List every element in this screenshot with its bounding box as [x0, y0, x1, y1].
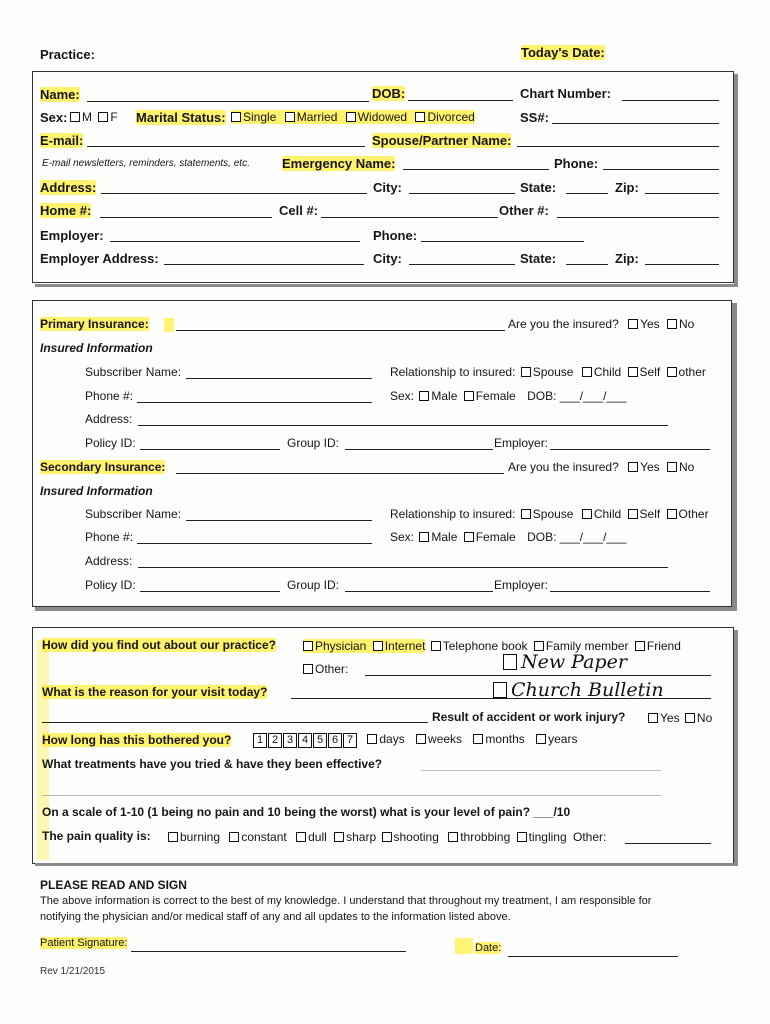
duration-months-checkbox[interactable] [473, 734, 483, 744]
other-phone-label: Other #: [499, 203, 549, 218]
secondary-group-field[interactable] [345, 591, 493, 592]
revision-label: Rev 1/21/2015 [40, 966, 106, 977]
reason-field-2[interactable] [42, 722, 428, 723]
marital-divorced-checkbox[interactable] [415, 112, 425, 122]
sex-m-checkbox[interactable] [70, 112, 80, 122]
dob-field[interactable] [408, 100, 513, 101]
employer-phone-field[interactable] [421, 241, 584, 242]
zip-label: Zip: [615, 180, 639, 195]
primary-group-field[interactable] [345, 449, 493, 450]
employer-field[interactable] [110, 241, 360, 242]
primary-are-you-insured: Are you the insured? [508, 317, 619, 331]
employer-state-label: State: [520, 251, 557, 266]
spouse-label: Spouse/Partner Name: [372, 133, 512, 148]
address-label: Address: [40, 180, 97, 195]
accident-no-label: No [696, 711, 713, 725]
marital-status-label: Marital Status: [136, 110, 226, 125]
find-internet-checkbox[interactable] [373, 641, 383, 651]
secondary-employer-label: Employer: [494, 578, 549, 592]
secondary-policy-field[interactable] [140, 591, 280, 592]
find-other-label: Other: [315, 662, 349, 676]
primary-subscriber-label: Subscriber Name: [85, 365, 182, 379]
secondary-rel-spouse-checkbox[interactable] [521, 509, 531, 519]
duration-months-label: months [485, 732, 525, 746]
home-phone-label: Home #: [40, 203, 92, 218]
pain-quality-label: The pain quality is: [42, 829, 151, 843]
chart-number-label: Chart Number: [520, 86, 612, 101]
quality-constant-checkbox[interactable] [229, 832, 239, 842]
duration-weeks-checkbox[interactable] [416, 734, 426, 744]
signature-date-field[interactable] [508, 956, 678, 957]
primary-address-label: Address: [85, 412, 133, 426]
duration-1[interactable]: 1 [253, 733, 267, 748]
primary-insured-info-heading: Insured Information [40, 341, 153, 355]
name-field[interactable] [87, 101, 369, 102]
address-field[interactable] [101, 193, 367, 194]
primary-sex-female-label: Female [475, 389, 516, 403]
quality-sharp-checkbox[interactable] [334, 832, 344, 842]
marital-single-checkbox[interactable] [231, 112, 241, 122]
find-friend-label: Friend [646, 639, 681, 653]
primary-insurance-label: Primary Insurance: [40, 317, 149, 331]
practice-label: Practice: [40, 47, 95, 62]
find-out-label: How did you find out about our practice? [42, 638, 276, 652]
find-family-member-label: Family member [545, 639, 629, 653]
secondary-subscriber-label: Subscriber Name: [85, 507, 182, 521]
sex-m-label: M [82, 110, 92, 124]
city-field[interactable] [409, 193, 515, 194]
secondary-rel-spouse-label: Spouse [532, 507, 574, 521]
primary-employer-field[interactable] [550, 449, 710, 450]
secondary-are-you-insured: Are you the insured? [508, 460, 619, 474]
primary-rel-spouse-label: Spouse [532, 365, 574, 379]
handwritten-checkbox-2 [493, 682, 507, 698]
email-note: E-mail newsletters, reminders, statements, etc. [42, 158, 250, 169]
find-telephone-book-checkbox[interactable] [431, 641, 441, 651]
duration-2[interactable]: 2 [268, 733, 282, 748]
employer-zip-field[interactable] [645, 264, 719, 265]
ss-field[interactable] [552, 123, 719, 124]
secondary-phone-field[interactable] [137, 543, 372, 544]
primary-rel-child-label: Child [593, 365, 622, 379]
chart-number-field[interactable] [622, 100, 719, 101]
marital-married-label: Married [296, 110, 338, 124]
emergency-name-field[interactable] [403, 169, 549, 170]
primary-insurance-field[interactable] [176, 330, 505, 331]
primary-dob-field[interactable]: ___/___/___ [559, 389, 627, 403]
secondary-rel-child-checkbox[interactable] [582, 509, 592, 519]
secondary-insured-info-heading: Insured Information [40, 484, 153, 498]
secondary-insured-yes-label: Yes [640, 460, 660, 474]
secondary-sex-female-checkbox[interactable] [464, 532, 474, 542]
primary-rel-self-label: Self [639, 365, 661, 379]
employer-state-field[interactable] [566, 264, 608, 265]
quality-tingling-checkbox[interactable] [517, 832, 527, 842]
primary-subscriber-field[interactable] [186, 378, 372, 379]
state-field[interactable] [566, 193, 608, 194]
marital-divorced-label: Divorced [427, 110, 475, 124]
quality-burning-label: burning [180, 830, 221, 844]
secondary-dob-label: DOB: [527, 530, 557, 544]
treatments-field-2[interactable] [42, 795, 661, 796]
secondary-address-label: Address: [85, 554, 133, 568]
email-label: E-mail: [40, 133, 84, 148]
primary-rel-other-checkbox[interactable] [667, 367, 677, 377]
find-friend-checkbox[interactable] [635, 641, 645, 651]
secondary-insured-yes-checkbox[interactable] [628, 462, 638, 472]
primary-rel-other-label: other [678, 365, 706, 379]
secondary-sex-female-label: Female [475, 530, 516, 544]
secondary-rel-other-label: Other [678, 507, 709, 521]
marital-widowed-checkbox[interactable] [346, 112, 356, 122]
primary-insured-yes-checkbox[interactable] [628, 319, 638, 329]
marital-single-label: Single [243, 110, 277, 124]
city-label: City: [373, 180, 402, 195]
primary-insured-yes-label: Yes [640, 317, 660, 331]
secondary-dob-field[interactable]: ___/___/___ [559, 530, 627, 544]
treatments-label: What treatments have you tried & have they been effective? [42, 757, 383, 771]
pain-scale-label: On a scale of 1-10 (1 being no pain and 10 being the worst) what is your level of pain? [42, 805, 531, 819]
find-other-field[interactable] [365, 675, 711, 676]
employer-address-field[interactable] [164, 264, 364, 265]
duration-7[interactable]: 7 [343, 733, 357, 748]
sign-text-2: notifying the physician and/or medical staff of any and all updates to the information listed above. [40, 911, 511, 923]
primary-address-field[interactable] [138, 425, 668, 426]
quality-throbbing-checkbox[interactable] [448, 832, 458, 842]
employer-phone-label: Phone: [373, 228, 418, 243]
handwritten-checkbox-1 [503, 654, 517, 670]
treatments-field[interactable] [421, 770, 661, 771]
find-physician-checkbox[interactable] [303, 641, 313, 651]
primary-rel-self-checkbox[interactable] [628, 367, 638, 377]
emergency-phone-field[interactable] [603, 169, 719, 170]
accident-yes-label: Yes [660, 711, 680, 725]
accident-label: Result of accident or work injury? [432, 710, 626, 724]
reason-label: What is the reason for your visit today? [42, 685, 268, 699]
secondary-subscriber-field[interactable] [186, 520, 372, 521]
marital-widowed-label: Widowed [357, 110, 408, 124]
sex-label: Sex: [40, 110, 68, 125]
emergency-name-label: Emergency Name: [282, 156, 396, 171]
employer-city-label: City: [373, 251, 402, 266]
employer-address-label: Employer Address: [40, 251, 159, 266]
signature-date-label: Date: [475, 942, 502, 954]
patient-signature-label: Patient Signature: [40, 937, 128, 949]
patient-signature-field[interactable] [131, 951, 406, 952]
how-long-label: How long has this bothered you? [42, 733, 232, 747]
secondary-phone-label: Phone #: [85, 530, 134, 544]
primary-policy-label: Policy ID: [85, 436, 136, 450]
employer-city-field[interactable] [409, 264, 515, 265]
zip-field[interactable] [645, 193, 719, 194]
quality-shooting-label: shooting [393, 830, 439, 844]
quality-other-label: Other: [572, 830, 607, 844]
employer-label: Employer: [40, 228, 104, 243]
duration-6[interactable]: 6 [328, 733, 342, 748]
pain-scale-field[interactable]: ___/10 [533, 805, 571, 819]
spouse-field[interactable] [517, 146, 719, 147]
primary-phone-label: Phone #: [85, 389, 134, 403]
primary-phone-field[interactable] [137, 402, 372, 403]
employer-zip-label: Zip: [615, 251, 639, 266]
primary-sex-label: Sex: [390, 389, 415, 403]
sex-f-checkbox[interactable] [98, 112, 108, 122]
quality-dull-label: dull [308, 830, 327, 844]
secondary-rel-self-checkbox[interactable] [628, 509, 638, 519]
find-other-checkbox[interactable] [303, 664, 313, 674]
quality-burning-checkbox[interactable] [168, 832, 178, 842]
duration-days-label: days [379, 732, 405, 746]
duration-4[interactable]: 4 [298, 733, 312, 748]
todays-date-label: Today's Date: [521, 45, 605, 60]
sex-f-label: F [110, 110, 118, 124]
secondary-sex-male-label: Male [431, 530, 458, 544]
email-field[interactable] [87, 146, 365, 147]
other-phone-field[interactable] [557, 217, 719, 218]
handwritten-church-bulletin: Church Bulletin [493, 679, 664, 701]
find-physician-label: Physician [315, 639, 367, 653]
secondary-insurance-field[interactable] [176, 473, 504, 474]
primary-policy-field[interactable] [140, 449, 280, 450]
primary-group-label: Group ID: [287, 436, 340, 450]
find-telephone-book-label: Telephone book [442, 639, 528, 653]
secondary-insurance-label: Secondary Insurance: [40, 460, 166, 474]
secondary-policy-label: Policy ID: [85, 578, 136, 592]
find-internet-label: Internet [384, 639, 426, 653]
duration-days-checkbox[interactable] [367, 734, 377, 744]
primary-rel-child-checkbox[interactable] [582, 367, 592, 377]
quality-shooting-checkbox[interactable] [382, 832, 392, 842]
secondary-group-label: Group ID: [287, 578, 340, 592]
cell-phone-label: Cell #: [279, 203, 319, 218]
quality-tingling-label: tingling [528, 830, 567, 844]
duration-years-label: years [548, 732, 578, 746]
ss-label: SS#: [520, 110, 549, 125]
primary-sex-male-label: Male [431, 389, 458, 403]
secondary-employer-field[interactable] [550, 591, 710, 592]
find-family-member-checkbox[interactable] [534, 641, 544, 651]
primary-dob-label: DOB: [527, 389, 557, 403]
quality-throbbing-label: throbbing [460, 830, 511, 844]
primary-sex-female-checkbox[interactable] [464, 391, 474, 401]
primary-sex-male-checkbox[interactable] [419, 391, 429, 401]
secondary-sex-label: Sex: [390, 530, 415, 544]
primary-insured-no-label: No [679, 317, 695, 331]
duration-weeks-label: weeks [428, 732, 463, 746]
quality-other-field[interactable] [625, 843, 711, 844]
secondary-relationship-label: Relationship to insured: [390, 507, 516, 521]
secondary-insured-no-label: No [679, 460, 695, 474]
duration-3[interactable]: 3 [283, 733, 297, 748]
secondary-rel-self-label: Self [639, 507, 661, 521]
emergency-phone-label: Phone: [554, 156, 599, 171]
primary-employer-label: Employer: [494, 436, 549, 450]
quality-dull-checkbox[interactable] [296, 832, 306, 842]
primary-rel-spouse-checkbox[interactable] [521, 367, 531, 377]
sign-heading: PLEASE READ AND SIGN [40, 878, 187, 892]
secondary-sex-male-checkbox[interactable] [419, 532, 429, 542]
secondary-insured-no-checkbox[interactable] [667, 462, 677, 472]
quality-sharp-label: sharp [346, 830, 377, 844]
primary-insured-no-checkbox[interactable] [667, 319, 677, 329]
primary-relationship-label: Relationship to insured: [390, 365, 516, 379]
quality-constant-label: constant [241, 830, 287, 844]
secondary-rel-other-checkbox[interactable] [667, 509, 677, 519]
duration-5[interactable]: 5 [313, 733, 327, 748]
secondary-address-field[interactable] [138, 567, 668, 568]
secondary-rel-child-label: Child [593, 507, 622, 521]
state-label: State: [520, 180, 557, 195]
name-label: Name: [40, 87, 80, 102]
duration-years-checkbox[interactable] [536, 734, 546, 744]
accident-no-checkbox[interactable] [685, 713, 695, 723]
sign-text-1: The above information is correct to the best of my knowledge. I understand that throughout my treatment, I am responsible for [40, 895, 652, 907]
marital-married-checkbox[interactable] [285, 112, 295, 122]
home-phone-field[interactable] [100, 217, 272, 218]
handwritten-new-paper: New Paper [503, 651, 627, 673]
cell-phone-field[interactable] [321, 217, 498, 218]
accident-yes-checkbox[interactable] [648, 713, 658, 723]
dob-label: DOB: [372, 86, 406, 101]
